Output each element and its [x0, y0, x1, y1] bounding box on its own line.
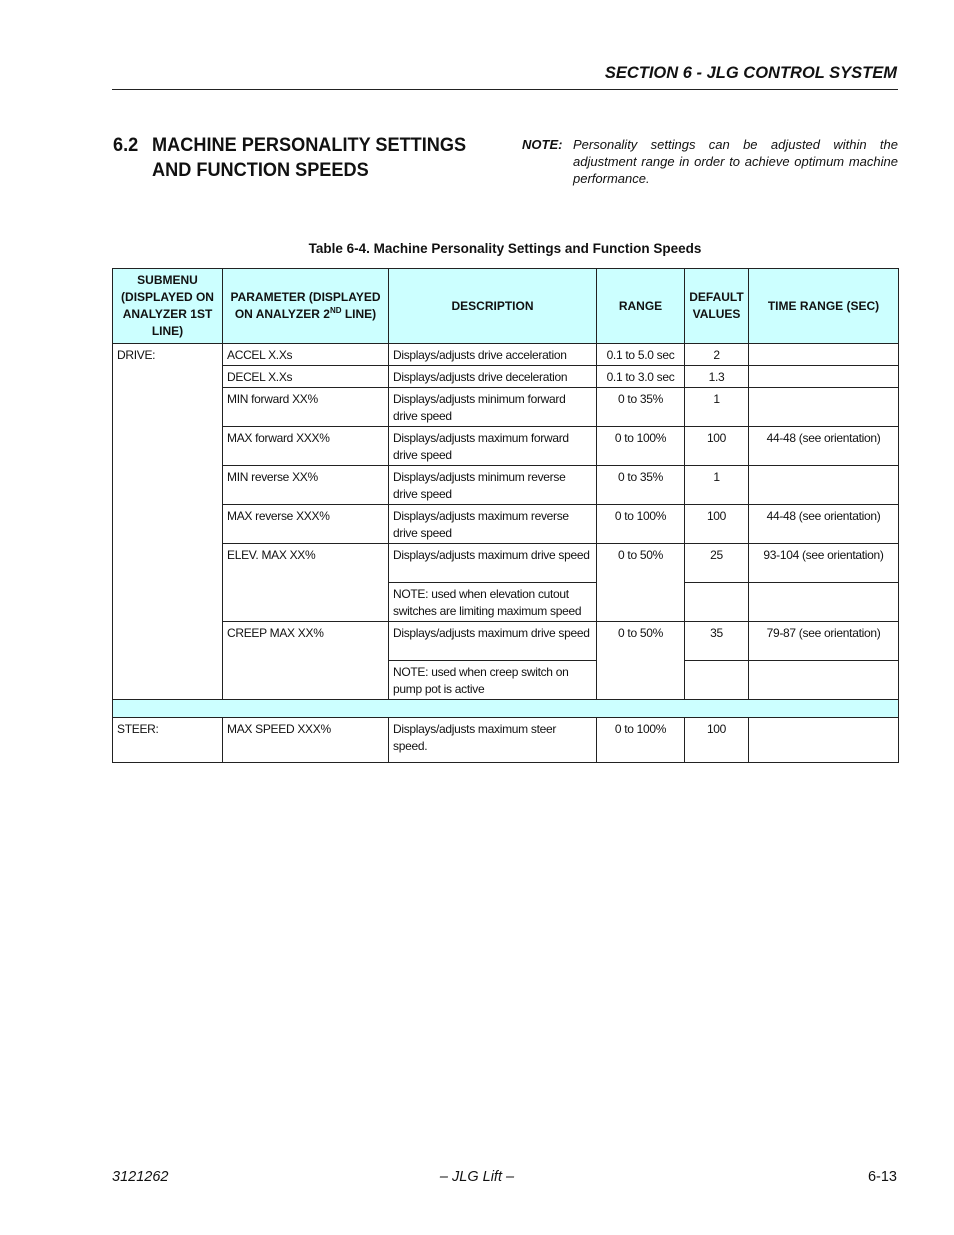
personality-settings-table [112, 268, 899, 763]
default-cell: 2 [685, 344, 749, 366]
parameter-cell: ELEV. MAX XX% [223, 544, 389, 622]
time-cell: 44-48 (see orientation) [749, 427, 899, 466]
description-cell: Displays/adjusts maximum forward drive speed [389, 427, 597, 466]
table-row [113, 344, 899, 366]
table-row [113, 622, 899, 661]
range-cell: 0 to 100% [597, 718, 685, 763]
note-text: Personality settings can be adjusted within the adjustment range in order to achieve optimum machine performance. [573, 137, 898, 186]
description-cell: Displays/adjusts drive deceleration [389, 366, 597, 388]
time-cell [749, 583, 899, 622]
parameter-cell: MIN reverse XX% [223, 466, 389, 505]
range-cell: 0 to 35% [597, 466, 685, 505]
default-cell: 35 [685, 622, 749, 661]
table-row [113, 466, 899, 505]
range-cell: 0.1 to 3.0 sec [597, 366, 685, 388]
table-row [113, 544, 899, 583]
range-cell: 0.1 to 5.0 sec [597, 344, 685, 366]
table-caption: Table 6-4. Machine Personality Settings and Function Speeds [308, 241, 702, 256]
description-cell: Displays/adjusts maximum steer speed. [389, 718, 597, 763]
description-cell: Displays/adjusts drive acceleration [389, 344, 597, 366]
separator-row [113, 700, 899, 718]
parameter-cell: CREEP MAX XX% [223, 622, 389, 700]
time-cell: 44-48 (see orientation) [749, 505, 899, 544]
header-parameter [223, 269, 389, 344]
default-cell: 100 [685, 505, 749, 544]
parameter-cell: ACCEL X.Xs [223, 344, 389, 366]
note-label: NOTE: [522, 137, 563, 152]
table-row [113, 718, 899, 763]
separator-cell [113, 700, 899, 718]
default-cell: 1 [685, 388, 749, 427]
footer-brand: – JLG Lift – [439, 1169, 515, 1185]
time-cell [749, 466, 899, 505]
table-row [113, 427, 899, 466]
description-cell: Displays/adjusts maximum drive speed [389, 622, 597, 661]
header-parameter-text-end: LINE) [341, 307, 377, 321]
default-cell [685, 661, 749, 700]
submenu-cell: STEER: [113, 718, 223, 763]
parameter-cell: MAX reverse XXX% [223, 505, 389, 544]
time-cell [749, 661, 899, 700]
header-default: DEFAULT VALUES [685, 269, 749, 344]
table-header-row [113, 269, 899, 344]
range-cell: 0 to 50% [597, 622, 685, 700]
default-cell: 25 [685, 544, 749, 583]
section-title: MACHINE PERSONALITY SETTINGS AND FUNCTION SPEEDS [152, 134, 467, 181]
table-row [113, 505, 899, 544]
header-submenu: SUBMENU (DISPLAYED ON ANALYZER 1ST LINE) [113, 269, 223, 344]
header-parameter-sup: ND [329, 306, 342, 315]
description-cell: Displays/adjusts maximum reverse drive speed [389, 505, 597, 544]
range-cell: 0 to 50% [597, 544, 685, 622]
header-description: DESCRIPTION [389, 269, 597, 344]
description-cell: Displays/adjusts maximum drive speed [389, 544, 597, 583]
default-cell: 1 [685, 466, 749, 505]
time-cell [749, 388, 899, 427]
header-range: RANGE [597, 269, 685, 344]
table-row [113, 366, 899, 388]
time-cell: 79-87 (see orientation) [749, 622, 899, 661]
default-cell: 1.3 [685, 366, 749, 388]
table-row [113, 388, 899, 427]
footer-page-number: 6-13 [867, 1169, 897, 1185]
description-note-cell: NOTE: used when elevation cutout switches are limiting maximum speed [389, 583, 597, 622]
footer-doc-number: 3121262 [112, 1169, 169, 1185]
default-cell: 100 [685, 427, 749, 466]
time-cell [749, 366, 899, 388]
description-note-cell: NOTE: used when creep switch on pump pot is active [389, 661, 597, 700]
range-cell: 0 to 35% [597, 388, 685, 427]
parameter-cell: MAX forward XXX% [223, 427, 389, 466]
range-cell: 0 to 100% [597, 427, 685, 466]
default-cell [685, 583, 749, 622]
header-time-range: TIME RANGE (SEC) [749, 269, 899, 344]
submenu-cell: DRIVE: [113, 344, 223, 700]
header-rule [112, 89, 898, 90]
description-cell: Displays/adjusts minimum forward drive speed [389, 388, 597, 427]
time-cell [749, 344, 899, 366]
section-header-title: SECTION 6 - JLG CONTROL SYSTEM [604, 64, 897, 82]
parameter-cell: MIN forward XX% [223, 388, 389, 427]
header-parameter-text: PARAMETER (DISPLAYED ON ANALYZER 2 [230, 290, 381, 321]
description-cell: Displays/adjusts minimum reverse drive speed [389, 466, 597, 505]
section-number: 6.2 [113, 134, 139, 156]
parameter-cell: MAX SPEED XXX% [223, 718, 389, 763]
default-cell: 100 [685, 718, 749, 763]
range-cell: 0 to 100% [597, 505, 685, 544]
time-cell [749, 718, 899, 763]
parameter-cell: DECEL X.Xs [223, 366, 389, 388]
time-cell: 93-104 (see orientation) [749, 544, 899, 583]
